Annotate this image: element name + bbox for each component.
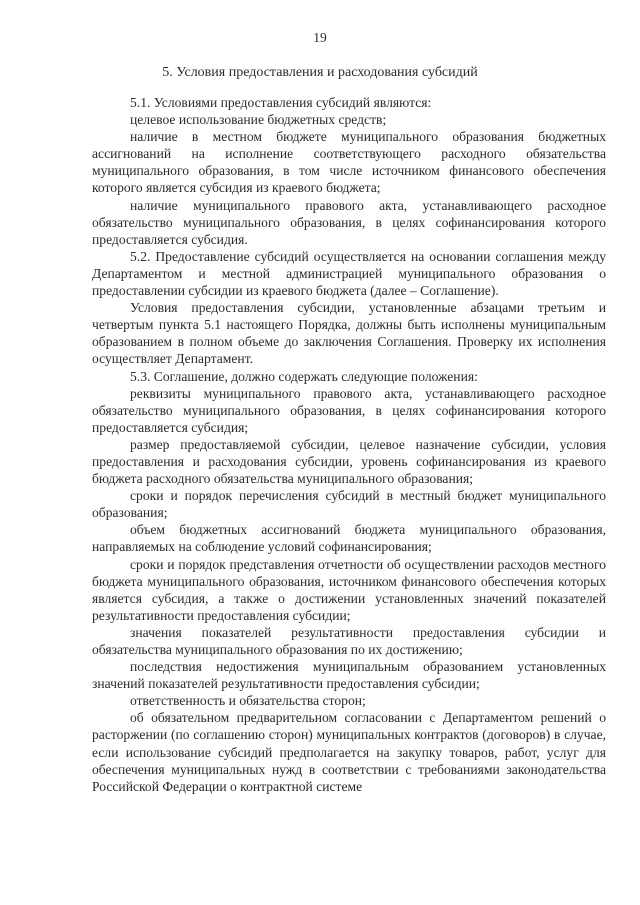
paragraph-5-2: 5.2. Предоставление субсидий осуществляется на основании соглашения между Департаментом и местной администрацией муниципального образования о предоставлении субсидии из краевого бюджета (далее – Соглашение). [92,248,606,299]
document-body [92,94,606,795]
paragraph-5-3: 5.3. Соглашение, должно содержать следующие положения: [130,368,478,384]
section-heading: 5. Условия предоставления и расходования субсидий [162,65,478,80]
paragraph: об обязательном предварительном согласовании с Департаментом решений о расторжении (по соглашению сторон) муниципальных контрактов (договоров) в случае, если использование субсидий предполагается на закупку товаров, работ, услуг для обеспечения муниципальных нужд в соответствии с требованиями законодательства Российской Федерации о контрактной системе [92,710,606,794]
paragraph: сроки и порядок представления отчетности об осуществлении расходов местного бюджета муниципального образования, источником финансового обеспечения которых является субсидия, а также о достижении установленных значений показателей результативности предоставления субсидии; [92,556,606,623]
paragraph: значения показателей результативности предоставления субсидии и обязательства муниципального образования по их достижению; [92,624,606,657]
paragraph: наличие в местном бюджете муниципального образования бюджетных ассигнований на исполнение соответствующего расходного обязательства муниципального образования, в том числе источником финансового обеспечения которого является субсидия из краевого бюджета; [92,129,606,196]
page-number: 19 [313,30,327,45]
paragraph: реквизиты муниципального правового акта, устанавливающего расходное обязательство муниципального образования, в целях софинансирования которого предоставляется субсидия; [92,385,606,435]
paragraph: целевое использование бюджетных средств; [130,112,387,128]
paragraph: последствия недостижения муниципальным образованием установленных значений показателей результативности предоставления субсидии; [92,659,606,692]
paragraph: наличие муниципального правового акта, устанавливающего расходное обязательство муниципального образования, в целях софинансирования которого предоставляется субсидия. [92,197,606,247]
paragraph: ответственность и обязательства сторон; [130,693,366,709]
paragraph: сроки и порядок перечисления субсидий в местный бюджет муниципального образования; [92,488,606,521]
paragraph: Условия предоставления субсидии, установленные абзацами третьим и четвертым пункта 5.1 настоящего Порядка, должны быть исполнены муниципальным образованием в полном объеме до заключения Соглашения. Проверку их исполнения осуществляет Департамент. [92,300,606,367]
paragraph-5-1: 5.1. Условиями предоставления субсидий являются: [130,95,432,110]
paragraph: объем бюджетных ассигнований бюджета муниципального образования, направляемых на соблюдение условий софинансирования; [92,522,606,555]
paragraph: размер предоставляемой субсидии, целевое назначение субсидии, условия предоставления и расходования субсидии, уровень софинансирования из краевого бюджета расходного обязательства муниципального образования; [92,436,606,487]
